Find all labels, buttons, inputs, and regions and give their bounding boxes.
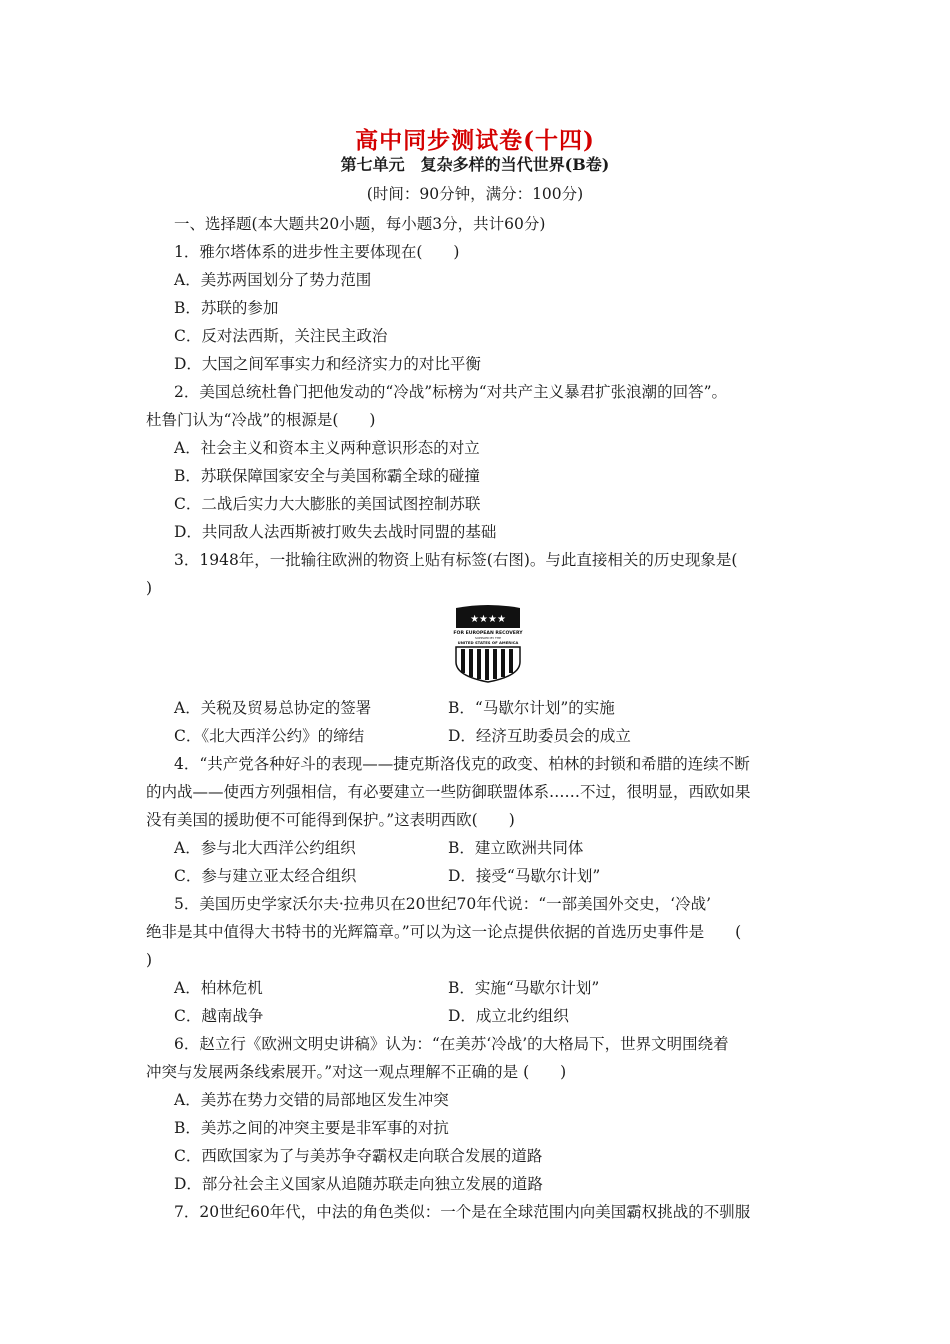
emblem-label-line3: UNITED STATES OF AMERICA — [457, 640, 519, 645]
exam-time-info: (时间：90分钟，满分：100分) — [366, 185, 584, 203]
q2-stem-line2: 杜鲁门认为“冷战”的根源是( ) — [146, 411, 376, 429]
q3-option-c: C．《北大西洋公约》的缔结 — [174, 727, 365, 745]
q6-stem-line1: 6．赵立行《欧洲文明史讲稿》认为：“在美苏‘冷战’的大格局下，世界文明围绕着 — [174, 1035, 729, 1053]
q1-stem: 1．雅尔塔体系的进步性主要体现在( ) — [174, 243, 460, 261]
q5-option-c: C．越南战争 — [174, 1007, 264, 1025]
q3-option-d: D．经济互助委员会的成立 — [448, 727, 631, 745]
q4-option-b: B．建立欧洲共同体 — [448, 839, 584, 857]
q3-option-a: A．关税及贸易总协定的签署 — [174, 699, 372, 717]
q5-stem-line3: ) — [146, 951, 153, 969]
q3-stem-line2: ) — [146, 579, 153, 597]
q4-stem-line1: 4．“共产党各种好斗的表现——捷克斯洛伐克的政变、柏林的封锁和希腊的连续不断 — [174, 755, 750, 773]
q5-stem-line1: 5．美国历史学家沃尔夫·拉弗贝在20世纪70年代说：“一部美国外交史，‘冷战’ — [174, 895, 712, 913]
q4-option-c: C．参与建立亚太经合组织 — [174, 867, 357, 885]
q6-option-b: B．美苏之间的冲突主要是非军事的对抗 — [174, 1119, 449, 1137]
q7-stem-line1: 7．20世纪60年代，中法的角色类似：一个是在全球范围内向美国霸权挑战的不驯服 — [174, 1203, 751, 1221]
q5-stem-line2: 绝非是其中值得大书特书的光辉篇章。”可以为这一论点提供依据的首选历史事件是 ( — [146, 923, 742, 941]
exam-subtitle: 第七单元 复杂多样的当代世界(B卷) — [340, 155, 610, 174]
q6-stem-line2: 冲突与发展两条线索展开。”对这一观点理解不正确的是 ( ) — [146, 1063, 567, 1081]
q1-option-a: A．美苏两国划分了势力范围 — [174, 271, 372, 289]
european-recovery-emblem-image — [452, 604, 524, 684]
q2-stem-line1: 2．美国总统杜鲁门把他发动的“冷战”标榜为“对共产主义暴君扩张浪潮的回答”。 — [174, 383, 728, 401]
q3-option-b: B．“马歇尔计划”的实施 — [448, 699, 615, 717]
q1-option-b: B．苏联的参加 — [174, 299, 279, 317]
q6-option-a: A．美苏在势力交错的局部地区发生冲突 — [174, 1091, 449, 1109]
q2-option-c: C．二战后实力大大膨胀的美国试图控制苏联 — [174, 495, 481, 513]
q5-option-b: B．实施“马歇尔计划” — [448, 979, 600, 997]
q5-option-a: A．柏林危机 — [174, 979, 263, 997]
emblem-label-line2: SUPPLIED BY THE — [474, 636, 502, 640]
q2-option-a: A．社会主义和资本主义两种意识形态的对立 — [174, 439, 480, 457]
emblem-label-line1: FOR EUROPEAN RECOVERY — [453, 631, 523, 636]
q1-option-d: D．大国之间军事实力和经济实力的对比平衡 — [174, 355, 481, 373]
q3-stem-line1: 3．1948年，一批输往欧洲的物资上贴有标签(右图)。与此直接相关的历史现象是( — [174, 551, 738, 569]
q6-option-d: D．部分社会主义国家从追随苏联走向独立发展的道路 — [174, 1175, 543, 1193]
q5-option-d: D．成立北约组织 — [448, 1007, 569, 1025]
svg-text:★★★★: ★★★★ — [470, 614, 506, 625]
section-heading: 一、选择题(本大题共20小题，每小题3分，共计60分) — [174, 215, 546, 233]
q1-option-c: C．反对法西斯，关注民主政治 — [174, 327, 388, 345]
q4-stem-line3: 没有美国的援助便不可能得到保护。”这表明西欧( ) — [146, 811, 515, 829]
q4-stem-line2: 的内战——使西方列强相信，有必要建立一些防御联盟体系……不过，很明显，西欧如果 — [146, 783, 751, 801]
q4-option-d: D．接受“马歇尔计划” — [448, 867, 601, 885]
exam-title: 高中同步测试卷(十四) — [355, 127, 595, 154]
q2-option-d: D．共同敌人法西斯被打败失去战时同盟的基础 — [174, 523, 497, 541]
q6-option-c: C．西欧国家为了与美苏争夺霸权走向联合发展的道路 — [174, 1147, 543, 1165]
q2-option-b: B．苏联保障国家安全与美国称霸全球的碰撞 — [174, 467, 480, 485]
q4-option-a: A．参与北大西洋公约组织 — [174, 839, 356, 857]
